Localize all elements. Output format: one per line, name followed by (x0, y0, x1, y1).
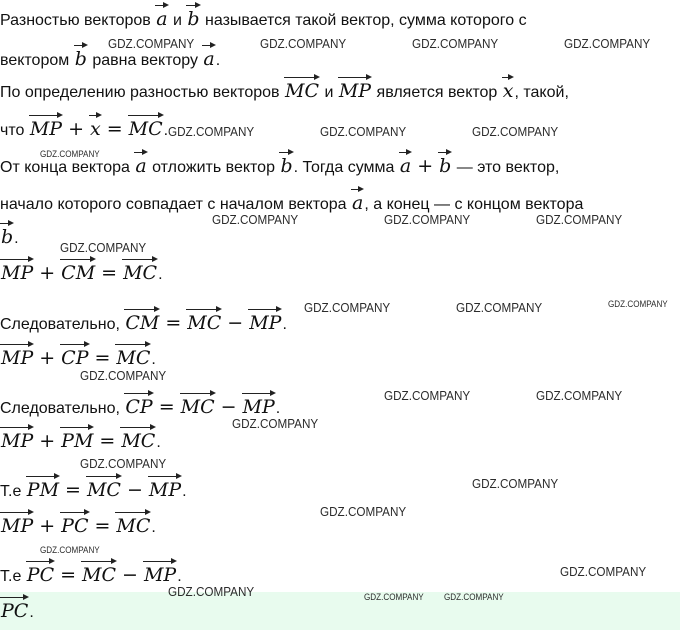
vector-MP: MP (242, 396, 275, 418)
minus-sign: − (227, 312, 244, 334)
watermark: GDZ.COMPANY (536, 388, 623, 403)
watermark: GDZ.COMPANY (564, 36, 651, 51)
vector-CM: CM (61, 262, 96, 284)
vector-CP: CP (61, 347, 89, 369)
conclusion-3 (0, 479, 187, 503)
watermark: GDZ.COMPANY (80, 368, 167, 383)
vector-MP: MP (143, 564, 177, 586)
vector-MC: MC (82, 564, 117, 586)
equals-sign: = (158, 396, 175, 418)
vector-MP: MP (148, 479, 182, 501)
plus-sign: + (39, 430, 56, 452)
text-fragment: вектором (0, 52, 70, 69)
watermark: GDZ.COMPANY (108, 36, 195, 51)
vector-PC: PC (61, 515, 89, 537)
watermark: GDZ.COMPANY (212, 212, 299, 227)
equation-4 (0, 515, 156, 539)
watermark: GDZ.COMPANY (560, 564, 647, 579)
text-fragment: и (324, 84, 334, 101)
equals-sign: = (94, 515, 111, 537)
vector-b: b (1, 226, 14, 248)
watermark: GDZ.COMPANY (608, 299, 668, 309)
text-fragment: равна вектору (92, 52, 198, 69)
text-fragment: Т.е (0, 568, 22, 585)
line-1 (0, 8, 527, 32)
text-fragment: . Тогда сумма (293, 159, 395, 176)
vector-PM: PM (61, 430, 94, 452)
vector-b: b (74, 48, 87, 70)
watermark: GDZ.COMPANY (320, 124, 407, 139)
equals-sign: = (60, 564, 77, 586)
line-4 (0, 118, 168, 142)
watermark: GDZ.COMPANY (456, 300, 543, 315)
watermark: GDZ.COMPANY (412, 36, 499, 51)
watermark: GDZ.COMPANY (304, 300, 391, 315)
vector-a: a (156, 8, 168, 30)
equation-1 (0, 262, 163, 286)
text-fragment: является вектор (376, 84, 498, 101)
vector-PC: PC (26, 564, 55, 586)
text-fragment: . (177, 568, 182, 585)
text-fragment: называется такой вектор, сумма которого с (205, 12, 527, 29)
text-fragment: отложить вектор (152, 159, 275, 176)
equation-3 (0, 430, 161, 454)
text-fragment: , такой, (514, 84, 569, 101)
plus-sign: + (417, 155, 434, 177)
text-fragment: . (282, 316, 287, 333)
text-fragment: Следовательно, (0, 400, 120, 417)
watermark: GDZ.COMPANY (40, 545, 100, 555)
vector-MC: MC (128, 118, 163, 140)
vector-MP: MP (29, 118, 63, 140)
watermark: GDZ.COMPANY (80, 456, 167, 471)
watermark: GDZ.COMPANY (260, 36, 347, 51)
watermark: GDZ.COMPANY (364, 592, 424, 602)
text-fragment: От конца вектора (0, 159, 130, 176)
watermark: GDZ.COMPANY (168, 584, 255, 599)
vector-x: x (90, 118, 101, 140)
equals-sign: = (106, 118, 123, 140)
vector-MC: MC (86, 479, 121, 501)
line-7 (0, 226, 19, 250)
vector-MP: MP (249, 312, 282, 334)
vector-b: b (280, 155, 293, 177)
vector-PM: PM (26, 479, 60, 501)
text-fragment: . (14, 230, 19, 247)
text-fragment: . (156, 434, 161, 451)
equals-sign: = (65, 479, 81, 501)
text-fragment: . (163, 122, 169, 139)
text-fragment: . (275, 400, 281, 417)
vector-PC: PC (1, 600, 29, 622)
text-fragment: и (173, 12, 182, 29)
text-fragment: . (182, 483, 187, 500)
text-fragment: начало которого совпадает с началом вектора (0, 196, 347, 213)
text-fragment: . (151, 519, 156, 536)
vector-MC: MC (187, 312, 222, 334)
plus-sign: + (68, 118, 85, 140)
text-fragment: , а конец — с концом вектора (364, 196, 584, 213)
text-fragment: что (0, 122, 25, 139)
vector-MC: MC (180, 396, 215, 418)
equals-sign: = (94, 347, 111, 369)
vector-CM: CM (125, 312, 160, 334)
vector-MP: MP (1, 430, 34, 452)
text-fragment: . (29, 604, 34, 621)
watermark: GDZ.COMPANY (536, 212, 623, 227)
equals-sign: = (165, 312, 182, 334)
minus-sign: − (122, 564, 138, 586)
vector-MC: MC (116, 347, 151, 369)
vector-CP: CP (125, 396, 153, 418)
vector-b: b (187, 8, 200, 30)
vector-MC: MC (123, 262, 158, 284)
text-fragment: Разностью векторов (0, 12, 151, 29)
vector-MC: MC (116, 515, 151, 537)
line-3 (0, 80, 569, 104)
minus-sign: − (126, 479, 143, 501)
answer-line (0, 600, 34, 624)
watermark: GDZ.COMPANY (384, 212, 471, 227)
watermark: GDZ.COMPANY (444, 592, 504, 602)
vector-MP: MP (1, 262, 34, 284)
vector-a: a (352, 192, 364, 214)
watermark: GDZ.COMPANY (472, 124, 559, 139)
vector-MP: MP (338, 80, 372, 102)
equals-sign: = (101, 262, 118, 284)
text-fragment: . (151, 351, 156, 368)
text-fragment: — это вектор, (456, 159, 560, 176)
text-fragment: Следовательно, (0, 316, 120, 333)
text-fragment: . (158, 266, 163, 283)
text-fragment: По определению разностью векторов (0, 84, 280, 101)
watermark: GDZ.COMPANY (168, 124, 255, 139)
plus-sign: + (39, 262, 56, 284)
answer-highlight (0, 592, 680, 630)
plus-sign: + (39, 515, 56, 537)
conclusion-4 (0, 564, 182, 588)
watermark: GDZ.COMPANY (472, 476, 559, 491)
text-fragment: . (215, 52, 221, 69)
vector-MP: MP (1, 347, 34, 369)
vector-x: x (502, 80, 514, 102)
vector-b: b (439, 155, 452, 177)
equals-sign: = (99, 430, 116, 452)
text-fragment: Т.е (0, 483, 22, 500)
plus-sign: + (39, 347, 56, 369)
watermark: GDZ.COMPANY (232, 416, 319, 431)
vector-MC: MC (121, 430, 156, 452)
vector-a: a (135, 155, 147, 177)
watermark: GDZ.COMPANY (40, 149, 100, 159)
line-2 (0, 48, 220, 72)
vector-MP: MP (1, 515, 34, 537)
vector-a: a (203, 48, 215, 70)
minus-sign: − (220, 396, 237, 418)
vector-MC: MC (285, 80, 319, 102)
watermark: GDZ.COMPANY (60, 240, 147, 255)
vector-a: a (399, 155, 412, 177)
conclusion-1 (0, 312, 287, 336)
watermark: GDZ.COMPANY (320, 504, 407, 519)
watermark: GDZ.COMPANY (384, 388, 471, 403)
